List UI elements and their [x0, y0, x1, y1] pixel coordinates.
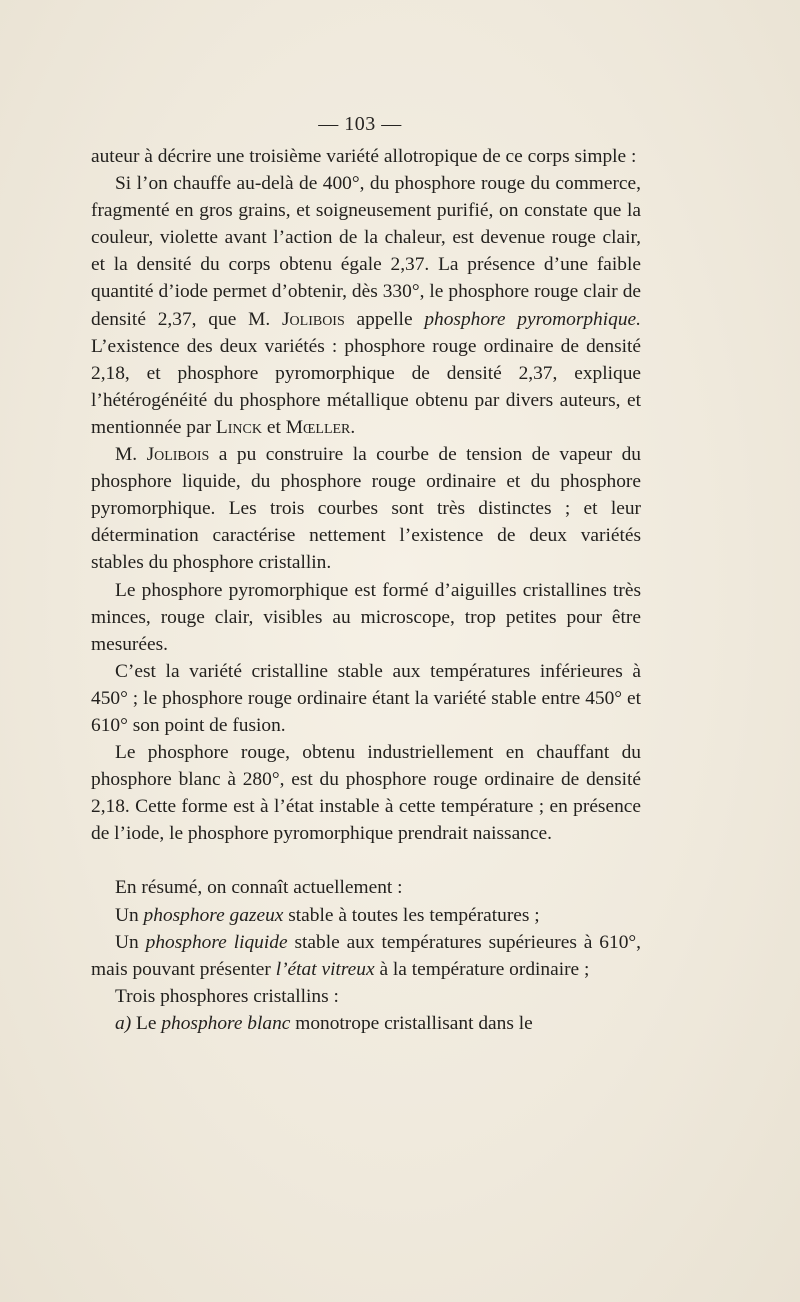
text-run: L’existence des deux variétés : phosphore rouge ordinaire de densité 2,18, et phosphore pyromorphique de densité 2,37, explique l’hétérogénéité du phosphore métallique obtenu par divers auteurs, et mentionnée par [91, 335, 641, 438]
paragraph-vapour-curve [91, 441, 641, 576]
paragraph-heating [91, 170, 641, 441]
text-run: et [262, 416, 286, 438]
author-name: Jolibois [281, 308, 345, 330]
text-run: monotrope cristallisant dans le [290, 1012, 533, 1034]
italic-term: l’état vitreux [275, 958, 375, 980]
text-run: Un [115, 931, 146, 953]
text-run: stable à toutes les températures ; [283, 904, 540, 926]
text-run: Si l’on chauffe au-delà de 400°, du phosphore rouge du commerce, fragmenté en gros grains, et soigneusement purifié, on constate que la couleur, violette avant l’action de la chaleur, est devenue rouge clair, et la densité du corps obtenu égale 2,37. La présence d’une faible quantité d’iode permet d’obtenir, dès 330°, le phosphore rouge clair de densité 2,37, que M. [91, 173, 641, 330]
author-name: Mœller. [285, 416, 356, 438]
text-run: stable aux températures supérieures à 610°, mais pouvant présenter [91, 931, 641, 980]
paragraph-gap [91, 847, 641, 874]
paragraph-white-phosphorus [91, 1010, 641, 1037]
text-run: Le [131, 1012, 162, 1034]
text-run: M. [115, 444, 147, 466]
text-run: appelle [344, 308, 425, 330]
author-name: Linck [215, 416, 262, 438]
text-run: Un [115, 904, 144, 926]
text-run: à la température ordinaire ; [374, 958, 590, 980]
body-text [91, 143, 641, 1037]
paragraph-stability: C’est la variété cristalline stable aux températures inférieures à 450° ; le phosphore rouge ordinaire étant la variété stable entre 450° et 610° son point de fusion. [91, 660, 641, 736]
italic-term: phosphore gazeux [143, 904, 284, 926]
text-run: a pu construire la courbe de tension de vapeur du phosphore liquide, du phosphore rouge ordinaire et du phosphore pyromorphique. Les trois courbes sont très distinctes ; et leur détermination caractérise nettement l’existence de deux variétés stables du phosphore cristallin. [91, 444, 642, 574]
list-label: a) [115, 1012, 132, 1034]
paragraph-needles: Le phosphore pyromorphique est formé d’aiguilles cristallines très minces, rouge clair, visibles au microscope, trop petites pour être mesurées. [91, 579, 641, 655]
paragraph-liquid [91, 929, 641, 983]
paragraph-crystalline: Trois phosphores cristallins : [115, 985, 339, 1007]
author-name: Jolibois [146, 444, 210, 466]
paragraph-intro: auteur à décrire une troisième variété allotropique de ce corps simple : [91, 146, 637, 167]
italic-term: phosphore liquide [145, 931, 288, 953]
italic-term: phosphore pyromorphique. [424, 308, 641, 330]
paragraph-gaseous [91, 902, 641, 929]
paragraph-summary: En résumé, on connaît actuellement : [115, 877, 403, 899]
italic-term: phosphore blanc [161, 1012, 291, 1034]
page-number: — 103 — [318, 113, 402, 135]
paragraph-industrial: Le phosphore rouge, obtenu industriellement en chauffant du phosphore blanc à 280°, est du phosphore rouge ordinaire de densité 2,18. Cette forme est à l’état instable à cette température ; en présence de l’iode, le phosphore pyromorphique prendrait naissance. [91, 742, 641, 845]
